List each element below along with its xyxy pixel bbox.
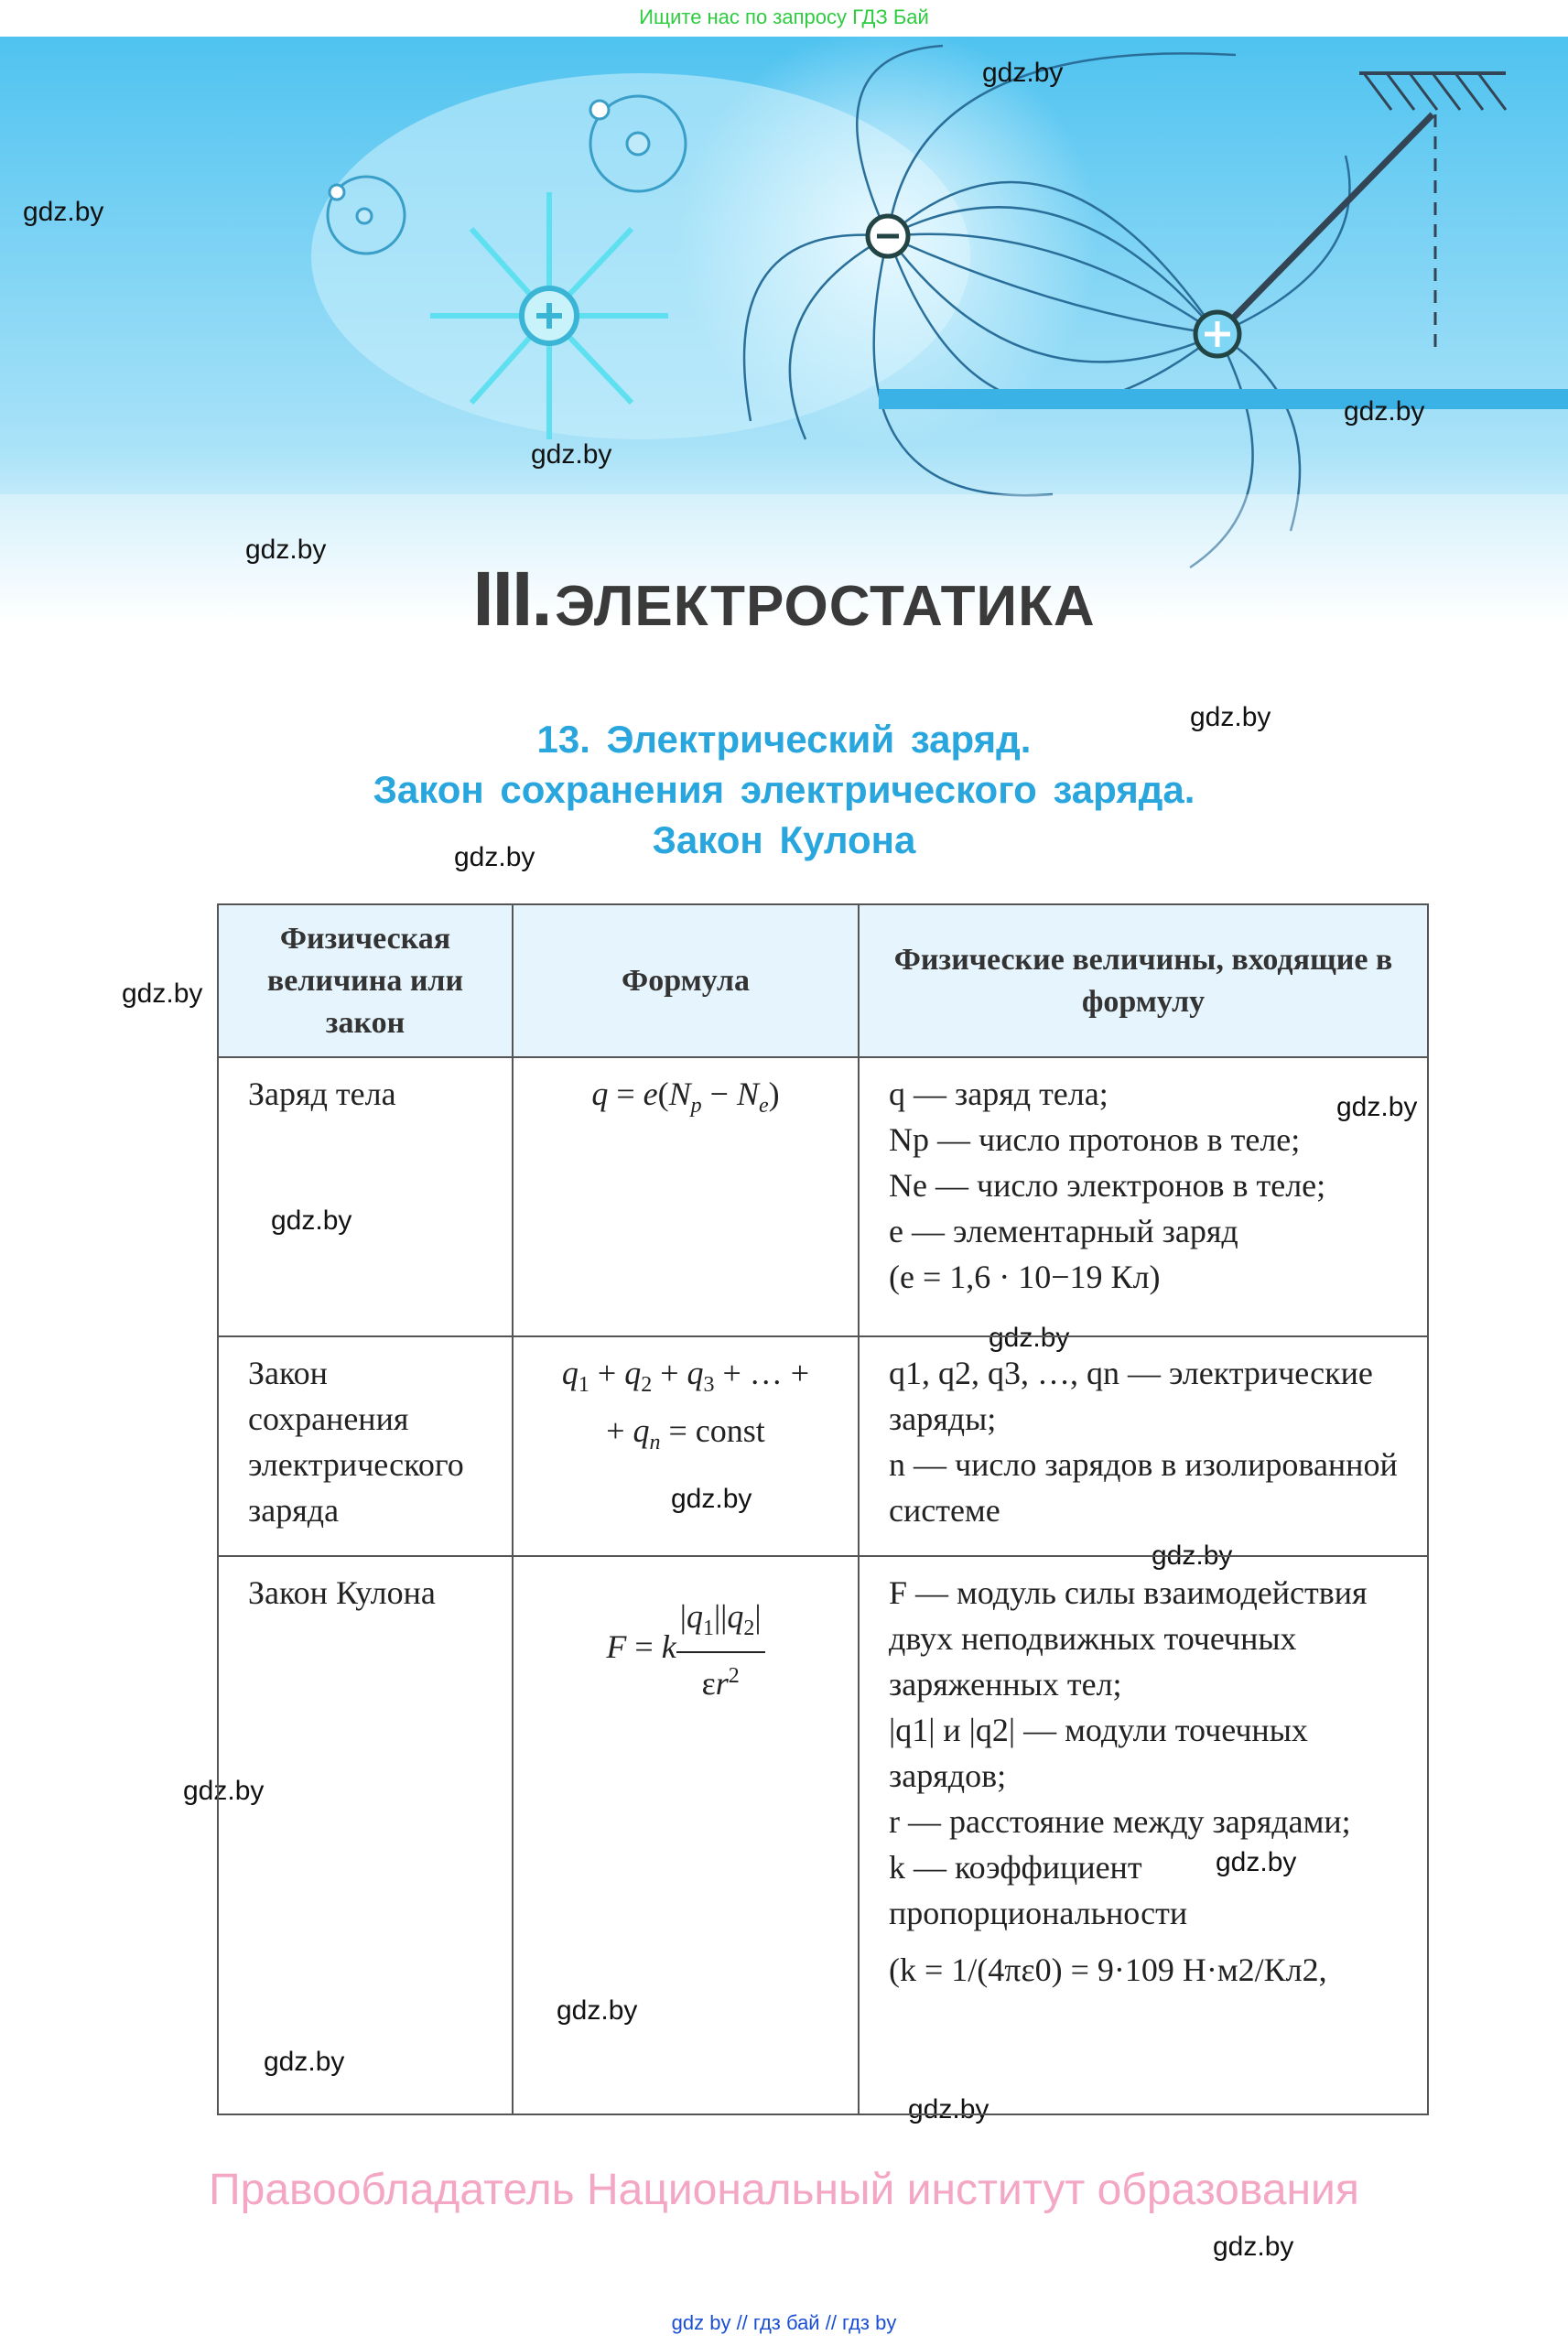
watermark: gdz.by: [454, 842, 535, 872]
section-title-line: Закон сохранения электрического заряда.: [373, 768, 1195, 811]
description-line: Ne — число электронов в теле;: [889, 1167, 1326, 1204]
watermark: gdz.by: [989, 1323, 1070, 1353]
copyright-notice: Правообладатель Национальный институт образования: [209, 2166, 1359, 2214]
description-line: e — элементарный заряд: [889, 1213, 1238, 1249]
chapter-heading: [0, 555, 1568, 643]
table-row: [218, 1057, 1428, 1336]
watermark: gdz.by: [557, 1995, 638, 2026]
watermark: gdz.by: [23, 197, 104, 227]
description-line: (k = 1/(4πε0) = 9·109 Н·м2/Кл2,: [889, 1951, 1327, 1988]
hero-illustration: [0, 37, 1568, 622]
quantity-name: Заряд тела: [218, 1057, 513, 1336]
formula-body-charge: $q = e(N_p - N_e)$: [513, 1057, 859, 1336]
watermark: gdz.by: [1216, 1847, 1297, 1877]
section-title-line: Закон Кулона: [652, 818, 916, 861]
table-row: [218, 1556, 1428, 2114]
quantity-description: [859, 1336, 1428, 1556]
table-header-row: [218, 904, 1428, 1057]
description-line: q1, q2, q3, …, qn — электрические заряды;: [889, 1355, 1373, 1437]
top-banner-text: Ищите нас по запросу ГДЗ Бай: [639, 5, 929, 28]
chapter-number: III.: [472, 556, 551, 642]
formula-coulomb-law: F = k $\frac{|q_1||q_2|}{\varepsilon r^2}$: [513, 1556, 859, 2114]
footer-links[interactable]: gdz by // гдз бай // гдз by: [671, 2311, 897, 2334]
description-line: F — модуль силы взаимодействия двух неподвижных точечных заряженных тел;: [889, 1574, 1368, 1703]
description-line: r — расстояние между зарядами;: [889, 1803, 1351, 1840]
description-line: |q1| и |q2| — модули точечных зарядов;: [889, 1712, 1308, 1794]
description-line: q — заряд тела;: [889, 1076, 1108, 1112]
table-header: Физические величины, входящие в формулу: [859, 904, 1428, 1057]
watermark: gdz.by: [908, 2094, 989, 2124]
watermark: gdz.by: [183, 1776, 265, 1806]
formula-table: [217, 903, 1429, 2115]
watermark: gdz.by: [671, 1484, 752, 1514]
chapter-title: ЭЛЕКТРОСТАТИКА: [555, 575, 1096, 638]
watermark: gdz.by: [1190, 702, 1271, 732]
watermark: gdz.by: [264, 2047, 345, 2077]
quantity-name: Закон Кулона: [218, 1556, 513, 2114]
watermark: gdz.by: [245, 535, 327, 565]
watermark: gdz.by: [122, 978, 203, 1009]
description-line: n — число зарядов в изолированной системе: [889, 1446, 1398, 1529]
watermark: gdz.by: [1152, 1541, 1233, 1571]
watermark: gdz.by: [982, 58, 1064, 88]
quantity-description: [859, 1057, 1428, 1336]
formula-charge-conservation: $q_1 + q_2 + q_3$ + … + + $q_n$ = const: [513, 1336, 859, 1556]
quantity-name: Закон сохранения электрического заряда: [218, 1336, 513, 1556]
quantity-description: [859, 1556, 1428, 2114]
watermark: gdz.by: [1213, 2232, 1294, 2262]
watermark: gdz.by: [271, 1205, 352, 1236]
negative-charge-icon: [868, 216, 908, 256]
watermark: gdz.by: [1344, 396, 1425, 427]
description-line: k — коэффициент пропорциональности: [889, 1849, 1188, 1931]
watermark: gdz.by: [1336, 1092, 1418, 1122]
description-line: (e = 1,6 · 10−19 Кл): [889, 1259, 1161, 1295]
watermark: gdz.by: [531, 439, 612, 470]
section-title: [0, 714, 1568, 865]
table-header: Формула: [513, 904, 859, 1057]
table-row: [218, 1336, 1428, 1556]
table-header: Физическая величина или закон: [218, 904, 513, 1057]
top-banner: [0, 0, 1568, 35]
positive-charge-icon: [1195, 312, 1239, 356]
section-title-line: 13. Электрический заряд.: [536, 718, 1032, 761]
description-line: Np — число протонов в теле;: [889, 1121, 1301, 1158]
